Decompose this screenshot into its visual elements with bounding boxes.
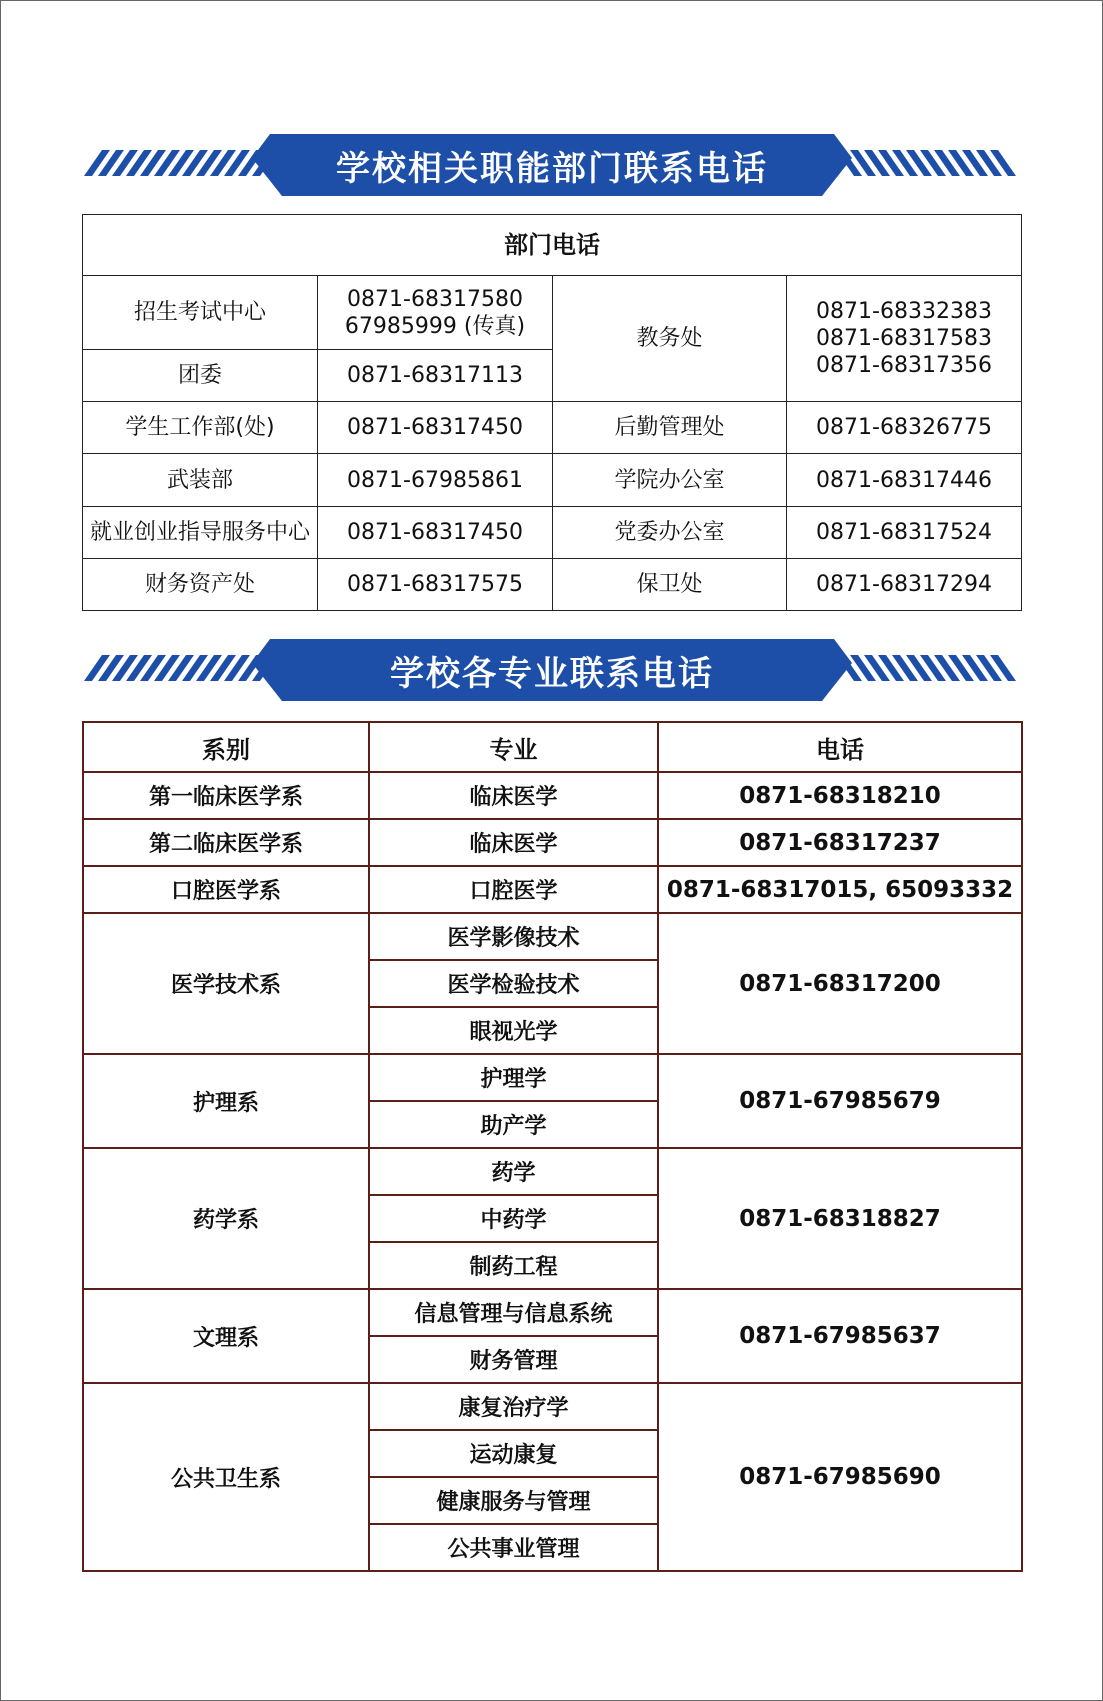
dept-phone: 0871-68317446 [787, 454, 1022, 507]
major-name: 医学检验技术 [369, 960, 658, 1007]
major-name: 药学 [369, 1148, 658, 1195]
table-row [83, 819, 1022, 866]
table-row [83, 559, 1022, 611]
department-phone: 0871-67985679 [658, 1054, 1022, 1148]
table-row [83, 402, 1022, 454]
column-header-department: 系别 [83, 722, 369, 772]
dept-name: 教务处 [553, 276, 787, 402]
phone-line: 0871-68317580 [347, 286, 523, 312]
major-name: 健康服务与管理 [369, 1477, 658, 1524]
dept-name: 团委 [83, 350, 318, 402]
department-name: 药学系 [83, 1148, 369, 1289]
table-row [83, 1289, 1022, 1336]
department-phone-table [82, 214, 1022, 611]
phone-line: 0871-68332383 [816, 299, 992, 324]
table-header-row [83, 215, 1022, 276]
major-name: 信息管理与信息系统 [369, 1289, 658, 1336]
table-row [83, 913, 1022, 960]
department-name: 文理系 [83, 1289, 369, 1383]
dept-name: 后勤管理处 [553, 402, 787, 454]
major-name: 运动康复 [369, 1430, 658, 1477]
department-name: 第一临床医学系 [83, 772, 369, 819]
dept-name: 学院办公室 [553, 454, 787, 507]
section-banner-departments [84, 134, 1020, 196]
major-name: 医学影像技术 [369, 913, 658, 960]
dept-phone: 0871-68317575 [318, 559, 553, 611]
major-name: 临床医学 [369, 819, 658, 866]
dept-name: 学生工作部(处) [83, 402, 318, 454]
major-name: 中药学 [369, 1195, 658, 1242]
table-row [83, 276, 1022, 350]
dept-name: 财务资产处 [83, 559, 318, 611]
major-phone-table [82, 721, 1023, 1572]
major-name: 财务管理 [369, 1336, 658, 1383]
department-name: 医学技术系 [83, 913, 369, 1054]
department-phone: 0871-68317015, 65093332 [658, 866, 1022, 913]
section-banner-majors [84, 639, 1020, 701]
dept-phone [787, 276, 1022, 402]
phone-line: 0871-68317356 [816, 353, 992, 378]
department-name: 公共卫生系 [83, 1383, 369, 1571]
department-phone: 0871-67985637 [658, 1289, 1022, 1383]
table-row [83, 1383, 1022, 1430]
dept-phone: 0871-68317113 [318, 350, 553, 402]
department-phone: 0871-68317200 [658, 913, 1022, 1054]
department-name: 第二临床医学系 [83, 819, 369, 866]
dept-phone [318, 276, 553, 350]
major-name: 眼视光学 [369, 1007, 658, 1054]
table-row [83, 1148, 1022, 1195]
fax-line: 67985999 (传真) [344, 313, 526, 339]
major-name: 制药工程 [369, 1242, 658, 1289]
table-row [83, 1054, 1022, 1101]
table-row [83, 772, 1022, 819]
dept-phone: 0871-68317450 [318, 402, 553, 454]
phone-line: 0871-68317583 [816, 326, 992, 351]
dept-name: 保卫处 [553, 559, 787, 611]
major-name: 临床医学 [369, 772, 658, 819]
department-name: 护理系 [83, 1054, 369, 1148]
table-header: 部门电话 [83, 215, 1022, 276]
column-header-phone: 电话 [658, 722, 1022, 772]
dept-name: 武装部 [83, 454, 318, 507]
major-name: 康复治疗学 [369, 1383, 658, 1430]
department-phone: 0871-68318827 [658, 1148, 1022, 1289]
table-row [83, 866, 1022, 913]
dept-name: 就业创业指导服务中心 [83, 507, 318, 559]
dept-name: 招生考试中心 [83, 276, 318, 350]
dept-phone: 0871-68317450 [318, 507, 553, 559]
section-title-majors: 学校各专业联系电话 [390, 653, 714, 694]
major-name: 口腔医学 [369, 866, 658, 913]
table-row [83, 454, 1022, 507]
dept-phone: 0871-68317294 [787, 559, 1022, 611]
department-phone: 0871-67985690 [658, 1383, 1022, 1571]
dept-phone: 0871-68326775 [787, 402, 1022, 454]
department-name: 口腔医学系 [83, 866, 369, 913]
major-name: 助产学 [369, 1101, 658, 1148]
table-header-row [83, 722, 1022, 772]
department-phone: 0871-68317237 [658, 819, 1022, 866]
dept-name: 党委办公室 [553, 507, 787, 559]
major-name: 公共事业管理 [369, 1524, 658, 1571]
department-phone: 0871-68318210 [658, 772, 1022, 819]
section-title-departments: 学校相关职能部门联系电话 [336, 148, 768, 189]
column-header-major: 专业 [369, 722, 658, 772]
table-row [83, 507, 1022, 559]
dept-phone: 0871-68317524 [787, 507, 1022, 559]
dept-phone: 0871-67985861 [318, 454, 553, 507]
major-name: 护理学 [369, 1054, 658, 1101]
